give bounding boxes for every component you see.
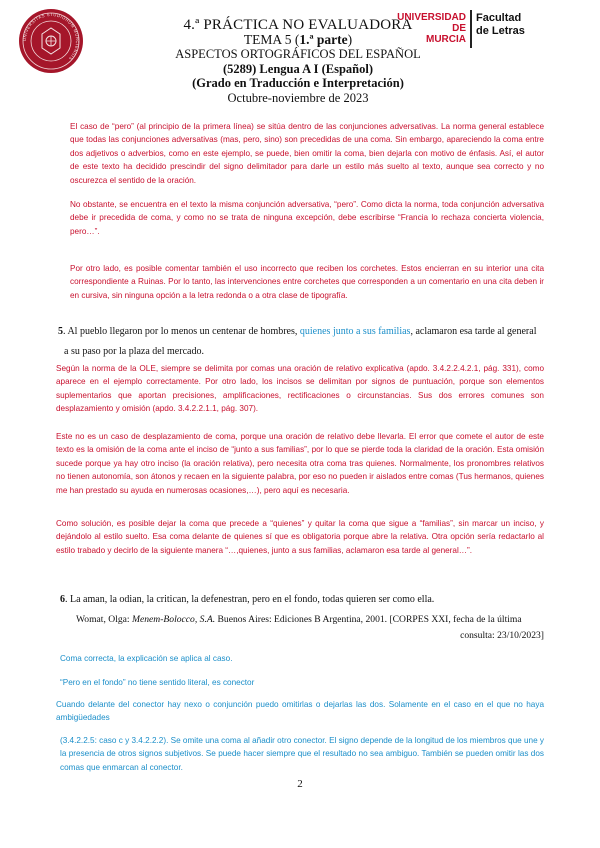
header-title-line4: (5289) Lengua A I (Español): [222, 61, 374, 76]
faculty-logo: Facultad de Letras: [476, 12, 525, 37]
comment-paragraph-6: Como solución, es posible dejar la coma que precede a “quienes” y quitar la coma que sigue a “familias”, sin marcar un inciso, y dejándolo al estilo suelto. Esa coma delante de quienes sí que es obligatoria porque abre la relativa. Otra opción sería redactarlo al estilo trabado y decirlo de la siguiente manera “…,quienes, junto a sus familias, aclamaron esa tarde al general…”.: [56, 519, 544, 555]
blue-comment-2: “Pero en el fondo” no tiene sentido literal, es conector: [60, 678, 255, 687]
exercise-5-sentence: 5. Al pueblo llegaron por lo menos un centenar de hombres, quienes junto a sus familias, aclamaron esa tarde al general a su paso por la plaza del mercado.: [58, 326, 537, 357]
header-title-line1: 4.ª PRÁCTICA NO EVALUADORA: [183, 17, 413, 33]
comment-paragraph-5: Este no es un caso de desplazamiento de coma, porque una oración de relativo debe llevarla. El error que comete el autor de este texto es la omisión de la coma ante el inciso de “junto a sus familias”, por lo que se pierde toda la claridad de la oración. Esta omisión sucede porque ya hay otro inciso (la oración relativa), pero necesita otra coma tras quienes. Normalmente, los pronombres relativos no tienen autonomía, son átonos y recaen en la siguiente palabra, por eso no pueden ir aislados entre comas (Tus hermanos, quienes me han prestado su ayuda en numerosas ocasiones,…), pero aquí es necesaria.: [56, 432, 544, 495]
university-seal-logo: [18, 8, 84, 74]
header-title-line3: ASPECTOS ORTOGRÁFICOS DEL ESPAÑOL: [175, 47, 421, 61]
highlighted-phrase: quienes junto a sus familias: [299, 326, 411, 337]
blue-comment-3: Cuando delante del conector hay nexo o conjunción puedo omitirlas o dejarlas las dos. Solamente en el caso en el que no haya ambigüedades: [56, 700, 544, 723]
comment-paragraph-3: Por otro lado, es posible comentar también el uso incorrecto que reciben los corchetes. Estos encierran en su interior una cita correspondiente a Ruinas. Por lo tanto, las intervenciones entre corchetes que corresponden a un comentario en una cita deben ir en cursiva, sin ninguna opción a la letra redonda o a otra clase de tipografía.: [70, 264, 544, 300]
exercise-6-source: Womat, Olga: Menem-Bolocco, S.A. Buenos Aires: Ediciones B Argentina, 2001. [CORPES XXI, fecha de la última consulta: 23/10/2023]: [76, 614, 544, 641]
header-title-line2: TEMA 5 (1.ª parte): [243, 31, 353, 47]
logo-divider: [470, 10, 472, 48]
header-title-line5: (Grado en Traducción e Interpretación): [192, 76, 404, 90]
page-number: 2: [297, 778, 303, 790]
comment-paragraph-4: Según la norma de la OLE, siempre se delimita por comas una oración de relativo explicativa (apdo. 3.4.2.2.4.2.1, pág. 331), como aparece en el ejemplo correctamente. Por otro lado, los incisos se delimitan por signos de puntuación, porque son elementos suplementarios que aportan precisiones, amplificaciones, rectificaciones o circunstancias. Sus dos errores comunes son desplazamiento y omisión (apdo. 3.4.2.2.1.1, pág. 307).: [56, 364, 544, 414]
exercise-6-sentence: 6. La aman, la odian, la critican, la defenestran, pero en el fondo, todas quieren ser como ella.: [60, 594, 435, 605]
comment-paragraph-1: El caso de “pero” (al principio de la primera línea) se sitúa dentro de las conjunciones adversativas. La norma general establece que todas las conjunciones adversativas (mas, pero, sino) son precedidas de una coma. Sin embargo, apareciendo la coma entre dos adjetivos o adverbios, como en este ejemplo, se puede, bien omitir la coma, bien dejarla con motivo de énfasis. Así, el autor de este texto ha decidido prescindir del signo delimitador para darle un estilo más suelto al texto, aunque sea correcto y no oscurezca el sentido de la oración.: [70, 122, 544, 185]
header-title-line6: Octubre-noviembre de 2023: [227, 90, 369, 105]
blue-comment-1: Coma correcta, la explicación se aplica al caso.: [60, 654, 233, 663]
comment-paragraph-2: No obstante, se encuentra en el texto la misma conjunción adversativa, “pero”. Como dicta la norma, toda conjunción adversativa debe ir precedida de coma, y como no se trata de ninguna excepción, debe escribirse “Francia lo rechaza concierta violencia, pero…”.: [70, 200, 544, 236]
university-logo: UNIVERSIDAD DE MURCIA: [397, 12, 466, 45]
seal-text: UNIVERSITAS STUDIORUM MURCIENSIS: [21, 11, 81, 62]
blue-comment-4: (3.4.2.2.5: caso c y 3.4.2.2.2). Se omite una coma al añadir otro conector. El signo depende de la longitud de los miembros que une y la presencia de otros signos subjetivos. Se puede hacer siempre que el resultado no sea ambiguo. También se pueden omitir las dos comas que enmarcan al conector.: [60, 736, 544, 772]
